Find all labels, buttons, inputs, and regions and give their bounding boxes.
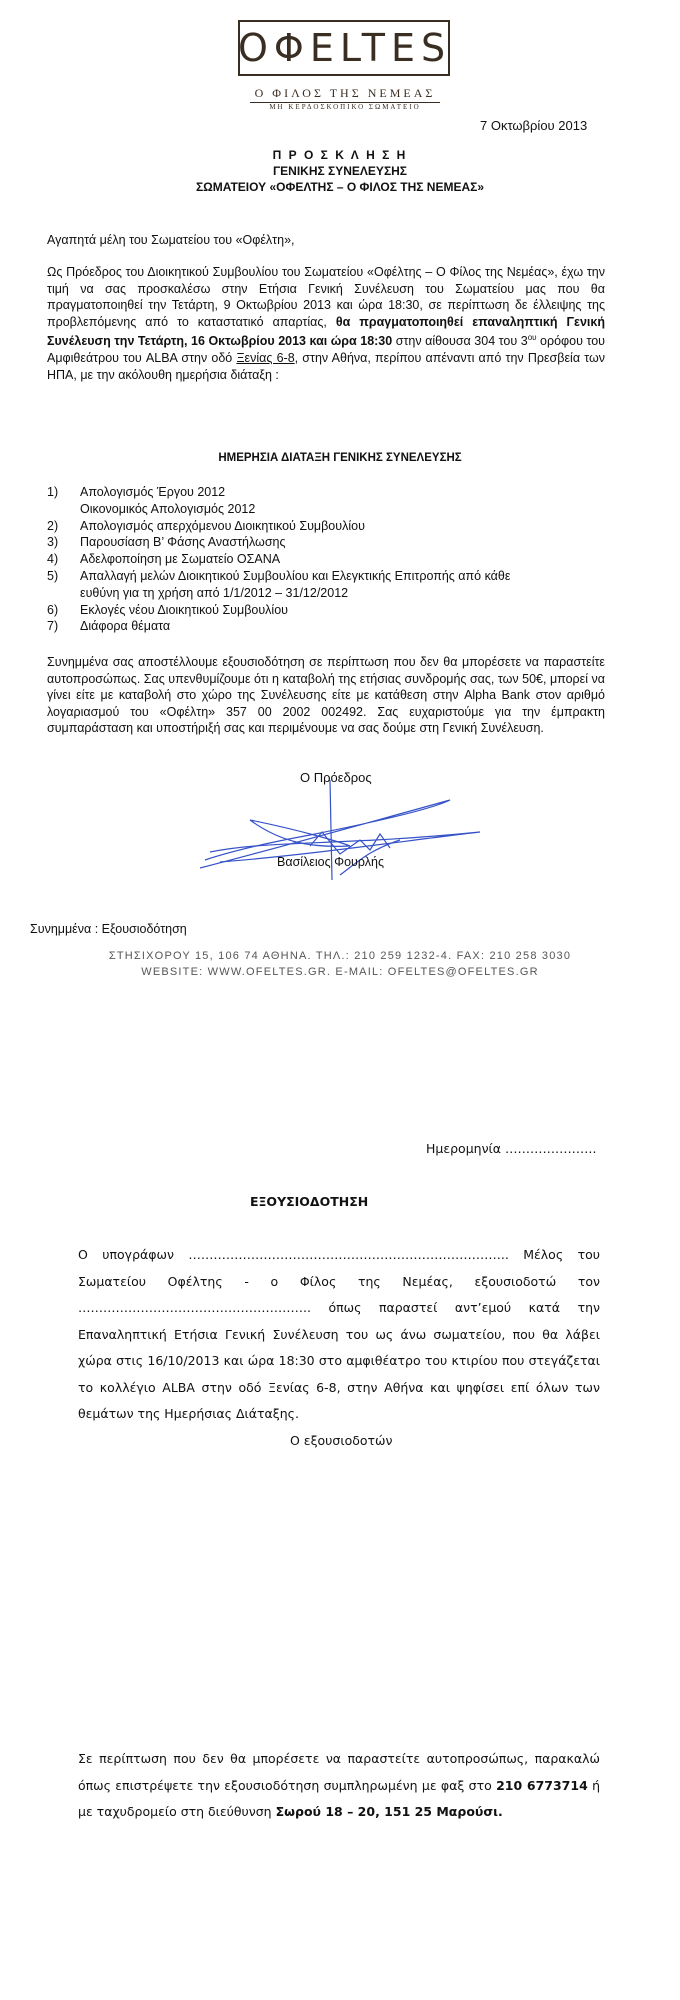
signature-scribble xyxy=(190,780,500,890)
logo-wordmark: ΟΦΕLTES xyxy=(238,26,452,70)
footer-web: WEBSITE: WWW.OFELTES.GR. E-MAIL: OFELTES@OFELTES.GR xyxy=(141,966,539,978)
fax-number: 210 6773714 xyxy=(496,1777,588,1793)
logo-tagline: Ο ΦΙΛΟΣ ΤΗΣ ΝΕΜΕΑΣ xyxy=(254,86,436,100)
authorization-signer: Ο εξουσιοδοτών xyxy=(290,1433,393,1448)
agenda-item: 3) Παρουσίαση Β’ Φάσης Αναστήλωσης xyxy=(47,535,286,550)
logo-subtagline: ΜΗ ΚΕΡΔΟΣΚΟΠΙΚΟ ΣΩΜΑΤΕΙΟ xyxy=(269,103,421,111)
authorization-date-field: Ημερομηνία …………………. xyxy=(426,1141,597,1156)
signer-name: Βασίλειος Φουρλής xyxy=(277,855,384,869)
agenda-item: 6) Εκλογές νέου Διοικητικού Συμβουλίου xyxy=(47,602,289,617)
agenda-item: 7) Διάφορα θέματα xyxy=(47,619,171,634)
address-underlined: Ξενίας 6-8 xyxy=(236,351,295,366)
letter-subtitle: ΓΕΝΙΚΗΣ ΣΥΝΕΛΕΥΣΗΣ xyxy=(272,164,408,178)
signer-title: Ο Πρόεδρος xyxy=(300,770,372,785)
invitation-paragraph: Ως Πρόεδρος του Διοικητικού Συμβουλίου του Σωματείου «Οφέλτης – Ο Φίλος της Νεμέας», έχω την τιμή να σας προσκαλέσω στην Ετήσια Γενική Συνέλευση του Σωματείου μας που θα πραγματοποιηθεί την Τετάρτη, 9 Οκτωβρίου 2013 και ώρα 18:30, σε περίπτωση δε έλλειψης της προβλεπόμενης από το καταστατικό απαρτίας, θα πραγματοποιηθεί επαναληπτική Γενική Συνέλευση την Τετάρτη, 16 Οκτωβρίου 2013 και ώρα 18:30 στην αίθουσα 304 του $3^{o\upsilon}$ ορόφου του Αμφιθεάτρου του ALBA στην οδό Ξενίας 6-8, στην Αθήνα, περίπου απέναντι από την Πρεσβεία των ΗΠΑ, με την ακόλουθη ημερήσια διάταξη : xyxy=(47,265,605,382)
letter-title: Π Ρ Ο Σ Κ Λ Η Σ Η xyxy=(272,148,408,162)
repeat-meeting-date: θα πραγματοποιηθεί επαναληπτική Γενική Συνέλευση την Τετάρτη, 16 Οκτωβρίου 2013 και ώρα 18:30 xyxy=(47,314,605,349)
authorization-body: Ο υπογράφων ………………………………………………………………….. Μέλος του Σωματείου Οφέλτης - ο Φίλος της Νεμέας, εξουσιοδοτώ τον ……………………………………………….. όπως παραστεί αντ’εμού κατά την Επαναληπτική Ετήσια Γενική Συνέλευση του ως άνω σωματείου, που θα λάβει χώρα στις 16/10/2013 και ώρα 18:30 στο αμφιθέατρο του κτιρίου που στεγάζεται το κολλέγιο ALBA στην οδό Ξενίας 6-8, στην Αθήνα και ψηφίσει επί όλων των θεμάτων της Ημερήσιας Διάταξης. xyxy=(78,1247,600,1421)
agenda-title: ΗΜΕΡΗΣΙΑ ΔΙΑΤΑΞΗ ΓΕΝΙΚΗΣ ΣΥΝΕΛΕΥΣΗΣ xyxy=(218,452,462,464)
agenda-item: 1) Απολογισμός Έργου 2012 Οικονομικός Απολογισμός 2012 xyxy=(47,485,256,516)
letter-date: 7 Οκτωβρίου 2013 xyxy=(480,118,588,133)
agenda-list xyxy=(47,484,617,635)
greeting: Αγαπητά μέλη του Σωματείου του «Οφέλτη», xyxy=(47,233,295,247)
authorization-return-note: Σε περίπτωση που δεν θα μπορέσετε να παραστείτε αυτοπροσώπως, παρακαλώ όπως επιστρέψετε την εξουσιοδότηση συμπληρωμένη με φαξ στο 210 6773714 ή με ταχυδρομείο στη διεύθυνση Σωρού 18 – 20, 151 25 Μαρούσι. xyxy=(78,1751,601,1819)
postal-address: Σωρού 18 – 20, 151 25 Μαρούσι. xyxy=(275,1804,503,1819)
authorization-title: ΕΞΟΥΣΙΟΔΟΤΗΣΗ xyxy=(250,1194,369,1209)
agenda-item: 2) Απολογισμός απερχόμενου Διοικητικού Συμβουλίου xyxy=(47,518,365,533)
attachments-note: Συνημμένα : Εξουσιοδότηση xyxy=(30,922,187,936)
closing-paragraph: Συνημμένα σας αποστέλλουμε εξουσιοδότηση σε περίπτωση που δεν θα μπορέσετε να παραστείτε αυτοπροσώπως. Σας υπενθυμίζουμε ότι η καταβολή της ετήσιας συνδρομής σας, των 50€, μπορεί να γίνει είτε με καταβολή στο χώρο της Συνέλευσης είτε με κατάθεση στην Alpha Bank στον αριθμό λογαριασμού του «Οφέλτη» 357 00 2002 002492. Σας ευχαριστούμε για την έμπρακτη συμπαράσταση και υποστήριξή σας και περιμένουμε να σας δούμε στη Γενική Συνέλευση. xyxy=(47,655,605,736)
footer-address: ΣΤΗΣΙΧΟΡΟΥ 15, 106 74 ΑΘΗΝΑ. ΤΗΛ.: 210 259 1232-4. FAX: 210 258 3030 xyxy=(108,950,572,962)
letter-org-title: ΣΩΜΑΤΕΙΟΥ «ΟΦΕΛΤΗΣ – Ο ΦΙΛΟΣ ΤΗΣ ΝΕΜΕΑΣ» xyxy=(195,180,485,194)
agenda-item: 5) Απαλλαγή μελών Διοικητικού Συμβουλίου και Ελεγκτικής Επιτροπής από κάθε ευθύνη για τη χρήση από 1/1/2012 – 31/12/2012 xyxy=(47,568,511,600)
agenda-item: 4) Αδελφοποίηση με Σωματείο ΟΣΑΝΑ xyxy=(47,552,281,567)
